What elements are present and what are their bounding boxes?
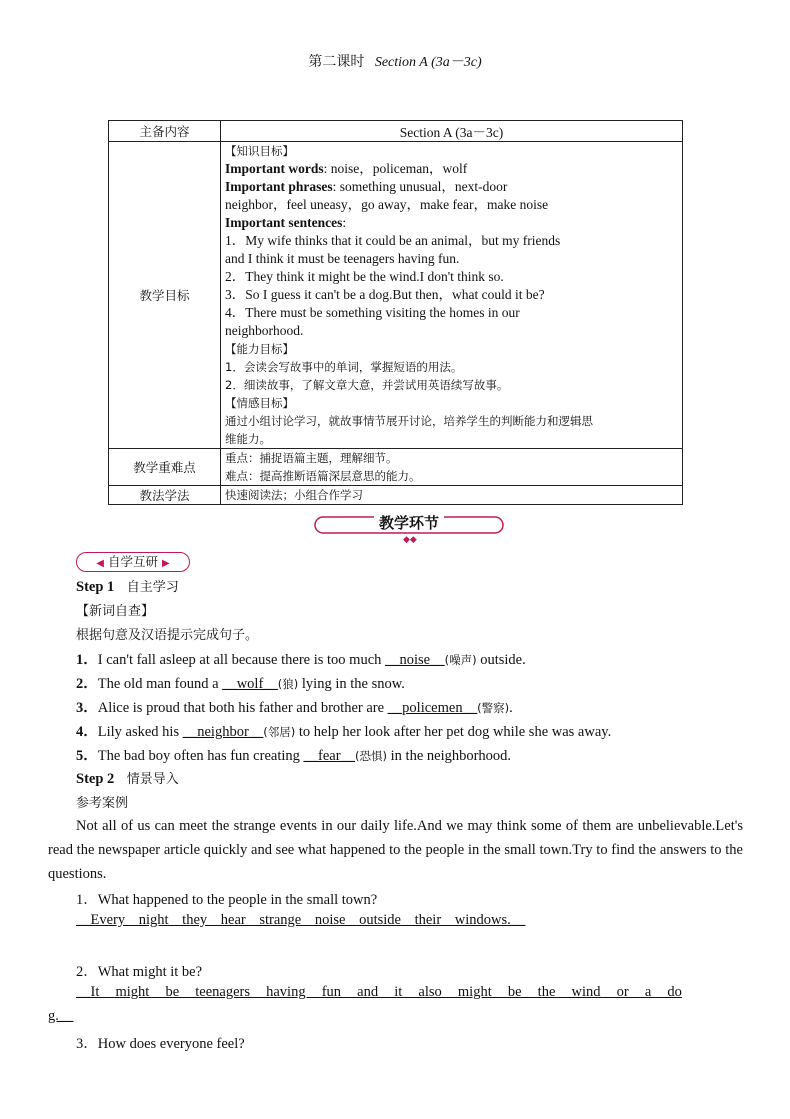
step2-heading: [76, 768, 179, 788]
item-text-end: in the neighborhood.: [387, 748, 512, 764]
item-hint: (邻居): [263, 725, 296, 739]
case-label: 参考案例: [76, 796, 129, 811]
banner-title: 教学环节: [378, 514, 439, 532]
item-text: The old man found a: [97, 676, 223, 692]
question-1: 1．What happened to the people in the small town?: [76, 892, 378, 908]
answer-2a: __It might be teenagers having fun and it also might be the wind or a do: [76, 984, 682, 1000]
item-text: I can't fall asleep at all because there is too much: [97, 652, 386, 668]
item-number: 5．: [76, 748, 98, 764]
item-hint: (恐惧): [355, 749, 388, 763]
section-tag: [76, 552, 190, 572]
item-answer: __fear__: [303, 748, 356, 764]
instruction: 根据句意及汉语提示完成句子。: [76, 628, 259, 643]
tag-left-arrow-icon: ◀: [96, 558, 104, 569]
sentence-4b: neighborhood.: [225, 323, 304, 338]
item-hint: (狼): [277, 677, 299, 691]
title-en: Section A (3a－3c): [374, 55, 482, 70]
section-banner: [314, 513, 504, 544]
sentence-3: 3．So I guess it can't be a dog.But then，what could it be?: [225, 287, 545, 302]
page-title: [0, 51, 790, 71]
item-text: Alice is proud that both his father and brother are: [97, 700, 388, 716]
emotion-goal-heading: 【情感目标】: [225, 396, 294, 410]
sentence-1b: and I think it must be teenagers having fun.: [225, 251, 460, 266]
sentence-1a: 1．My wife thinks that it could be an animal，but my friends: [225, 233, 561, 248]
step2-name: 情景导入: [126, 772, 179, 787]
tag-label: 自学互研: [107, 554, 158, 569]
emotion-goal-1a: 通过小组讨论学习，就故事情节展开讨论，培养学生的判断能力和逻辑思: [225, 414, 593, 428]
banner-diamond-icon: ◆◆: [403, 534, 417, 544]
exercise-item-5: [76, 744, 511, 765]
method-value: 快速阅读法；小组合作学习: [221, 486, 683, 505]
step1-heading: [76, 576, 179, 596]
intro-paragraph: Not all of us can meet the strange events in our daily life.And we may think some of them are unbelievable.Let's read the newspaper article quickly and see what happened to the people in the small town.Try to find the answers to the questions.: [48, 818, 743, 882]
phrases-list-2: neighbor，feel uneasy，go away，make fear，make noise: [225, 197, 549, 212]
exercise-item-1: [76, 648, 526, 669]
title-cn: 第二课时: [308, 55, 365, 70]
item-number: 4．: [76, 724, 98, 740]
main-content-value: Section A (3a－3c): [221, 121, 683, 142]
label-main-content: 主备内容: [109, 121, 221, 142]
item-answer: __policemen__: [387, 700, 478, 716]
item-answer: __neighbor__: [182, 724, 264, 740]
sentences-label: Important sentences: [225, 215, 343, 230]
item-number: 1．: [76, 652, 98, 668]
item-answer: __wolf__: [222, 676, 278, 692]
label-key-difficult: 教学重难点: [109, 449, 221, 486]
key-point: 重点：捕捉语篇主题，理解细节。: [225, 451, 398, 465]
knowledge-goal-heading: 【知识目标】: [225, 144, 294, 158]
item-answer: __noise__: [385, 652, 445, 668]
exercise-item-4: [76, 720, 611, 741]
label-teaching-goals: 教学目标: [109, 142, 221, 449]
ability-goal-2: 2．细读故事，了解文章大意，并尝试用英语续写故事。: [225, 378, 509, 392]
sentence-4a: 4．There must be something visiting the homes in our: [225, 305, 520, 320]
item-text-end: .: [509, 700, 513, 716]
emotion-goal-1b: 维能力。: [225, 432, 271, 446]
item-hint: (噪声): [444, 653, 477, 667]
item-text-end: to help her look after her pet dog while she was away.: [295, 724, 612, 740]
vocab-heading: 【新词自查】: [76, 604, 155, 619]
words-list: : noise，policeman，wolf: [323, 161, 468, 176]
exercise-item-3: [76, 696, 513, 717]
step1-num: Step 1: [76, 579, 115, 595]
item-text-end: outside.: [476, 652, 526, 668]
ability-goal-heading: 【能力目标】: [225, 342, 294, 356]
words-label: Important words: [225, 161, 324, 176]
item-text-end: lying in the snow.: [298, 676, 405, 692]
answer-2b: g.__: [48, 1008, 74, 1024]
lesson-plan-table: [108, 120, 683, 505]
difficult-point: 难点：提高推断语篇深层意思的能力。: [225, 469, 421, 483]
ability-goal-1: 1．会读会写故事中的单词，掌握短语的用法。: [225, 360, 463, 374]
sentence-2: 2．They think it might be the wind.I don't think so.: [225, 269, 504, 284]
item-text: Lily asked his: [97, 724, 183, 740]
phrases-list-1: : something unusual，next-door: [332, 179, 508, 194]
item-text: The bad boy often has fun creating: [97, 748, 304, 764]
question-2: 2．What might it be?: [76, 964, 203, 980]
exercise-item-2: [76, 672, 405, 693]
item-hint: (警察): [477, 701, 510, 715]
phrases-label: Important phrases: [225, 179, 333, 194]
sentences-colon: :: [342, 215, 347, 230]
item-number: 2．: [76, 676, 98, 692]
question-3: 3．How does everyone feel?: [76, 1036, 245, 1052]
item-number: 3．: [76, 700, 98, 716]
step1-name: 自主学习: [126, 580, 179, 595]
answer-1: __Every night they hear strange noise outside their windows.__: [76, 912, 526, 928]
tag-right-arrow-icon: ▶: [161, 558, 170, 569]
teaching-goals-cell: [221, 142, 683, 449]
step2-num: Step 2: [76, 771, 115, 787]
label-method: 教法学法: [109, 486, 221, 505]
